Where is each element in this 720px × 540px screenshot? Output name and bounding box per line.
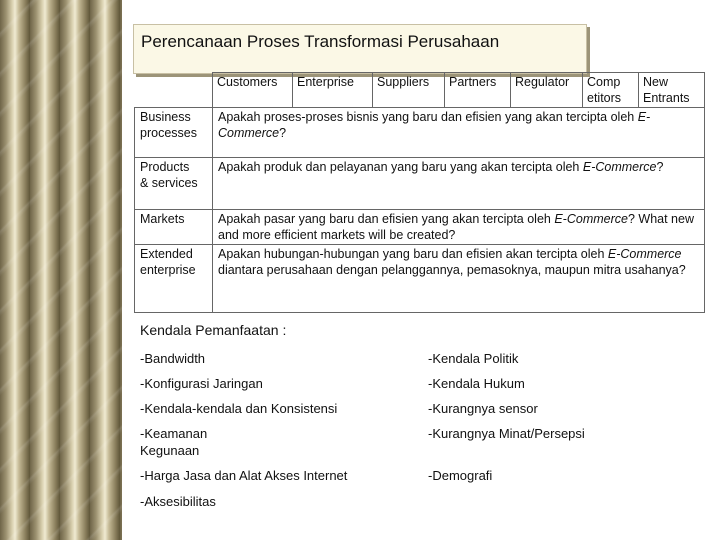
row-question: Apakan hubungan-hubungan yang baru dan efisien akan tercipta oleh E-Commerce diantara perusahaan dengan pelanggannya, pemasoknya, maupun mitra usahanya?	[213, 245, 705, 313]
kendala-left-item: -Harga Jasa dan Alat Akses Internet	[140, 468, 348, 483]
row-label: Extended enterprise	[135, 245, 213, 313]
table-row	[135, 158, 705, 210]
kendala-heading: Kendala Pemanfaatan :	[140, 322, 287, 338]
header-cell	[135, 73, 213, 108]
kendala-right-item: -Kurangnya sensor	[428, 401, 538, 416]
row-label: Business processes	[135, 108, 213, 158]
table-row	[135, 210, 705, 245]
row-label: Markets	[135, 210, 213, 245]
header-cell: Partners	[445, 73, 511, 108]
page-title: Perencanaan Proses Transformasi Perusahaan	[141, 32, 500, 51]
header-cell: Comp etitors	[583, 73, 639, 108]
header-cell: Customers	[213, 73, 293, 108]
kendala-right-item: -Kendala Politik	[428, 351, 519, 366]
row-question: Apakah proses-proses bisnis yang baru dan efisien yang akan tercipta oleh E-Commerce?	[213, 108, 705, 158]
kendala-right-item: -Demografi	[428, 468, 493, 483]
header-cell: Suppliers	[373, 73, 445, 108]
table-row	[135, 245, 705, 313]
row-question: Apakah pasar yang baru dan efisien yang akan tercipta oleh E-Commerce? What new and more efficient markets will be created?	[213, 210, 705, 245]
kendala-right-item: -Kendala Hukum	[428, 376, 525, 391]
transformation-matrix-table	[134, 72, 705, 313]
table-row	[135, 108, 705, 158]
row-label: Products & services	[135, 158, 213, 210]
decorative-left-band	[0, 0, 122, 540]
table-header-row	[135, 73, 705, 108]
row-question: Apakah produk dan pelayanan yang baru yang akan tercipta oleh E-Commerce?	[213, 158, 705, 210]
kendala-left-item: -Keamanan Kegunaan	[140, 426, 208, 458]
header-cell: Enterprise	[293, 73, 373, 108]
header-cell: New Entrants	[639, 73, 705, 108]
kendala-right-item: -Kurangnya Minat/Persepsi	[428, 426, 585, 441]
kendala-left-item: -Aksesibilitas	[140, 494, 216, 509]
kendala-left-item: -Bandwidth	[140, 351, 206, 366]
kendala-left-item: -Konfigurasi Jaringan	[140, 376, 263, 391]
kendala-left-item: -Kendala-kendala dan Konsistensi	[140, 401, 338, 416]
header-cell: Regulator	[511, 73, 583, 108]
